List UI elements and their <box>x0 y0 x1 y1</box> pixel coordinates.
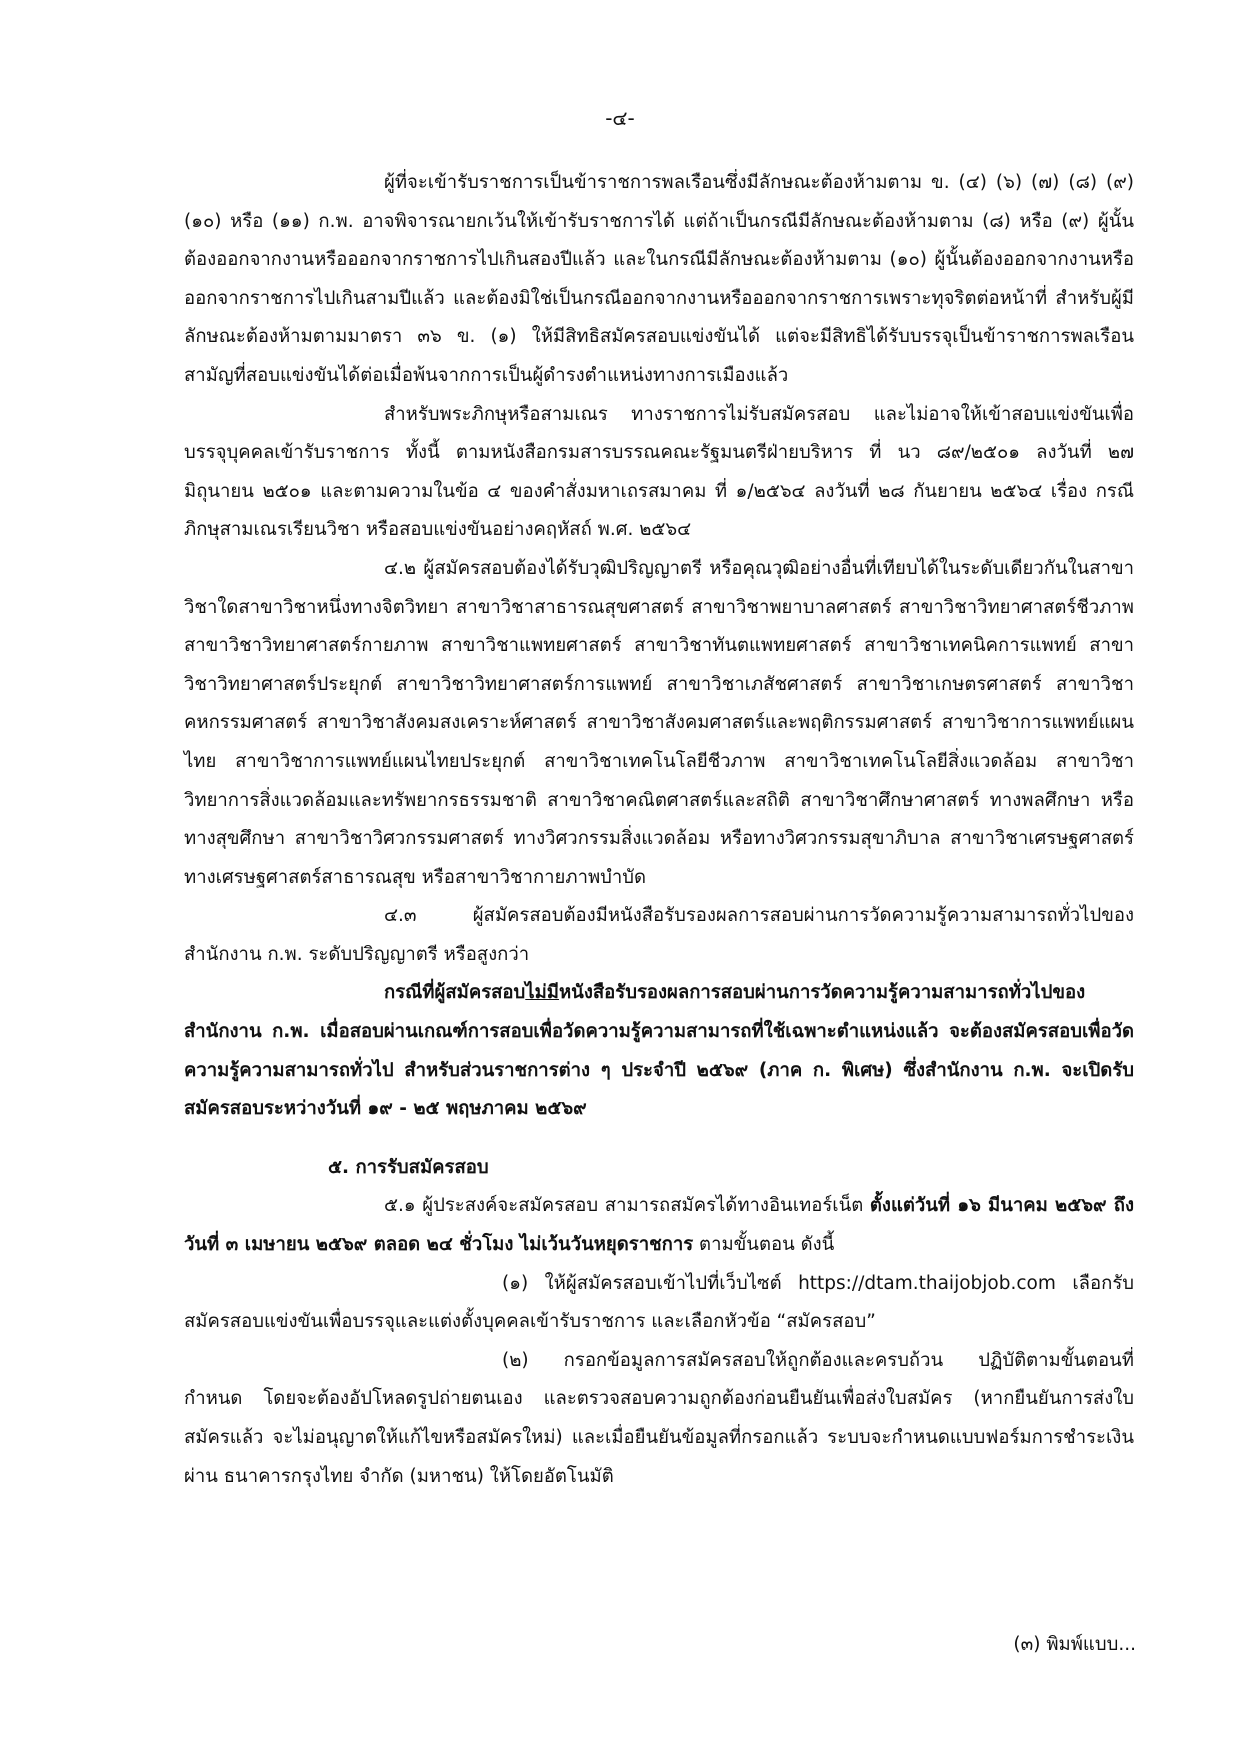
no-certificate-rest: หนังสือรับรองผลการสอบผ่านการวัดความรู้ความสามารถทั่วไปของสำนักงาน ก.พ. เมื่อสอบผ่านเกณฑ์การสอบเพื่อวัดความรู้ความสามารถที่ใช้เฉพาะตำแหน่งแล้ว จะต้องสมัครสอบเพื่อวัดความรู้ความสามารถทั่วไป สำหรับส่วนราชการต่าง ๆ ประจำปี ๒๕๖๙ (ภาค ก. พิเศษ) ซึ่งสำนักงาน ก.พ. จะเปิดรับสมัครสอบระหว่างวันที่ ๑๙ - ๒๕ พฤษภาคม ๒๕๖๙ <box>184 982 1134 1120</box>
paragraph-apply-online <box>184 1187 1134 1264</box>
document-body <box>184 164 1134 1496</box>
apply-online-tail: ตามขั้นตอน ดังนี้ <box>693 1234 835 1256</box>
paragraph-degree-requirements: ๔.๒ ผู้สมัครสอบต้องได้รับวุฒิปริญญาตรี หรือคุณวุฒิอย่างอื่นที่เทียบได้ในระดับเดียวกันในสาขาวิชาใดสาขาวิชาหนึ่งทางจิตวิทยา สาขาวิชาสาธารณสุขศาสตร์ สาขาวิชาพยาบาลศาสตร์ สาขาวิชาวิทยาศาสตร์ชีวภาพ สาขาวิชาวิทยาศาสตร์กายภาพ สาขาวิชาแพทยศาสตร์ สาขาวิชาทันตแพทยศาสตร์ สาขาวิชาเทคนิคการแพทย์ สาขาวิชาวิทยาศาสตร์ประยุกต์ สาขาวิชาวิทยาศาสตร์การแพทย์ สาขาวิชาเภสัชศาสตร์ สาขาวิชาเกษตรศาสตร์ สาขาวิชาคหกรรมศาสตร์ สาขาวิชาสังคมสงเคราะห์ศาสตร์ สาขาวิชาสังคมศาสตร์และพฤติกรรมศาสตร์ สาขาวิชาการแพทย์แผนไทย สาขาวิชาการแพทย์แผนไทยประยุกต์ สาขาวิชาเทคโนโลยีชีวภาพ สาขาวิชาเทคโนโลยีสิ่งแวดล้อม สาขาวิชาวิทยาการสิ่งแวดล้อมและทรัพยากรธรรมชาติ สาขาวิชาคณิตศาสตร์และสถิติ สาขาวิชาศึกษาศาสตร์ ทางพลศึกษา หรือทางสุขศึกษา สาขาวิชาวิศวกรรมศาสตร์ ทางวิศวกรรมสิ่งแวดล้อม หรือทางวิศวกรรมสุขาภิบาล สาขาวิชาเศรษฐศาสตร์ ทางเศรษฐศาสตร์สาธารณสุข หรือสาขาวิชากายภาพบำบัด <box>184 557 1134 888</box>
paragraph-ocsc-certificate: ๔.๓ ผู้สมัครสอบต้องมีหนังสือรับรองผลการสอบผ่านการวัดความรู้ความสามารถทั่วไปของสำนักงาน ก.พ. ระดับปริญญาตรี หรือสูงกว่า <box>184 905 1134 965</box>
apply-online-lead: ๕.๑ ผู้ประสงค์จะสมัครสอบ สามารถสมัครได้ทางอินเทอร์เน็ต <box>384 1195 870 1217</box>
no-certificate-lead: กรณีที่ผู้สมัครสอบ <box>384 982 526 1004</box>
page-number: -๔- <box>605 106 635 130</box>
section-heading-application: ๕. การรับสมัครสอบ <box>328 1156 489 1178</box>
paragraph-step-2-form: (๒) กรอกข้อมูลการสมัครสอบให้ถูกต้องและครบถ้วน ปฏิบัติตามขั้นตอนที่กำหนด โดยจะต้องอัปโหลดรูปถ่ายตนเอง และตรวจสอบความถูกต้องก่อนยืนยันเพื่อส่งใบสมัคร (หากยืนยันการส่งใบสมัครแล้ว จะไม่อนุญาตให้แก้ไขหรือสมัครใหม่) และเมื่อยืนยันข้อมูลที่กรอกแล้ว ระบบจะกำหนดแบบฟอร์มการชำระเงินผ่าน ธนาคารกรุงไทย จำกัด (มหาชน) ให้โดยอัตโนมัติ <box>184 1349 1134 1487</box>
continuation-marker: (๓) พิมพ์แบบ... <box>1013 1634 1136 1655</box>
paragraph-step-1-website: (๑) ให้ผู้สมัครสอบเข้าไปที่เว็บไซต์ https://dtam.thaijobjob.com เลือกรับสมัครสอบแข่งขันเพื่อบรรจุและแต่งตั้งบุคคลเข้ารับราชการ และเลือกหัวข้อ “สมัครสอบ” <box>184 1272 1134 1333</box>
paragraph-monks-novices: สำหรับพระภิกษุหรือสามเณร ทางราชการไม่รับสมัครสอบ และไม่อาจให้เข้าสอบแข่งขันเพื่อบรรจุบุคคลเข้ารับราชการ ทั้งนี้ ตามหนังสือกรมสารบรรณคณะรัฐมนตรีฝ่ายบริหาร ที่ นว ๘๙/๒๕๐๑ ลงวันที่ ๒๗ มิถุนายน ๒๕๐๑ และตามความในข้อ ๔ ของคำสั่งมหาเถรสมาคม ที่ ๑/๒๕๖๔ ลงวันที่ ๒๘ กันยายน ๒๕๖๔ เรื่อง กรณีภิกษุสามเณรเรียนวิชา หรือสอบแข่งขันอย่างคฤหัสถ์ พ.ศ. ๒๕๖๔ <box>184 403 1134 541</box>
apply-online-dates: ตั้งแต่วันที่ ๑๖ มีนาคม ๒๕๖๙ ถึงวันที่ ๓ เมษายน ๒๕๖๙ ตลอด ๒๔ ชั่วโมง ไม่เว้นวันหยุดราชการ <box>184 1195 1134 1256</box>
paragraph-prohibited-characteristics: ผู้ที่จะเข้ารับราชการเป็นข้าราชการพลเรือนซึ่งมีลักษณะต้องห้ามตาม ข. (๔) (๖) (๗) (๘) (๙) (๑๐) หรือ (๑๑) ก.พ. อาจพิจารณายกเว้นให้เข้ารับราชการได้ แต่ถ้าเป็นกรณีมีลักษณะต้องห้ามตาม (๘) หรือ (๙) ผู้นั้นต้องออกจากงานหรือออกจากราชการไปเกินสองปีแล้ว และในกรณีมีลักษณะต้องห้ามตาม (๑๐) ผู้นั้นต้องออกจากงานหรือออกจากราชการไปเกินสามปีแล้ว และต้องมิใช่เป็นกรณีออกจากงานหรือออกจากราชการเพราะทุจริตต่อหน้าที่ สำหรับผู้มีลักษณะต้องห้ามตามมาตรา ๓๖ ข. (๑) ให้มีสิทธิสมัครสอบแข่งขันได้ แต่จะมีสิทธิได้รับบรรจุเป็นข้าราชการพลเรือนสามัญที่สอบแข่งขันได้ต่อเมื่อพ้นจากการเป็นผู้ดำรงตำแหน่งทางการเมืองแล้ว <box>184 172 1134 386</box>
no-certificate-underlined: ไม่มี <box>525 982 559 1004</box>
paragraph-no-certificate-case <box>184 974 1134 1128</box>
